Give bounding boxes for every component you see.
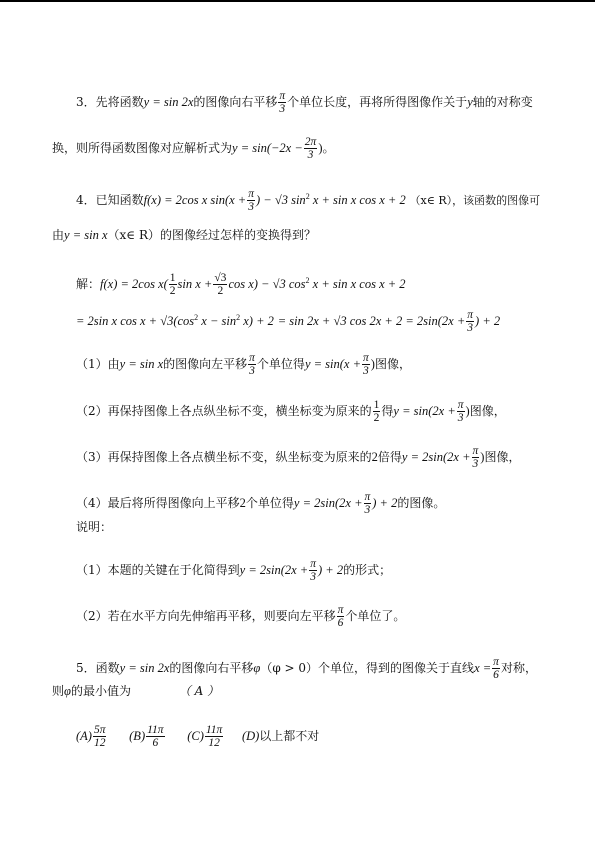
step-3: （3）再保持图像上各点横坐标不变，纵坐标变为原来的2倍得y = 2sin(2x + $\frac{\pi}{3}$ )图像， (76, 445, 521, 470)
problem-5-line-2: 则φ的最小值为 （ A ） (52, 684, 220, 698)
note-2: （2）若在水平方向先伸缩再平移，则要向左平移 $\frac{\pi}{6}$ 个单位了。 (76, 604, 406, 629)
option-c-label: (C) (187, 729, 204, 743)
fraction-pi-3: $\frac{\pi}{3}$ (363, 352, 369, 377)
formula: y = sin(−2x − (232, 141, 303, 155)
fraction-pi-3: $\frac{\pi}{3}$ (472, 445, 479, 470)
answer: （ A ） (178, 684, 220, 698)
text: 个单位长度，再将所得图像作关于 (287, 95, 468, 109)
option-d-label: (D) (241, 729, 260, 743)
problem-4-line-2: 由y = sin x（x∈ R）的图像经过怎样的变换得到？ (52, 228, 317, 242)
solution-line-1: 解：f(x) = 2cos x( $\frac{1}{2}$ sin x + $\frac{√3}{2}$ cos x) − √3 $\cos^2 x + \sin x$ cos x + 2 (76, 272, 406, 297)
fraction-pi-3: $\frac{\pi}{3}$ (248, 188, 255, 213)
problem-3-line-1 (76, 90, 533, 115)
answer-options (76, 724, 319, 749)
fraction-2pi-3: $\frac{2\pi}{3}$ (304, 136, 317, 161)
option-c-value: $\frac{11\pi}{12}$ (205, 724, 223, 749)
option-b-label: (B) (129, 729, 146, 743)
fraction-1-2: $\frac{1}{2}$ (169, 272, 176, 297)
formula: y = sin 2x (143, 95, 194, 109)
note-1: （1）本题的关键在于化简得到y = 2sin(2x + $\frac{\pi}{3}$ ) + 2的形式； (76, 558, 392, 583)
formula: y = sin x (64, 228, 108, 242)
fraction-pi-3: $\frac{\pi}{3}$ (249, 352, 255, 377)
option-a-label: (A) (76, 729, 92, 743)
top-rule (0, 0, 595, 2)
domain-text: （x∈ R），该函数的图像可 (409, 194, 541, 207)
fraction-sqrt3-2: $\frac{√3}{2}$ (214, 272, 227, 297)
text: 轴的对称变 (472, 95, 533, 109)
solution-label: 解： (76, 277, 101, 291)
text: 换，则所得函数图像对应解析式为 (52, 141, 233, 155)
variable-y: y (467, 95, 473, 109)
text: 3．先将函数 (76, 95, 144, 109)
formula: f(x) = 2cos x sin(x + (143, 193, 247, 207)
step-4: （4）最后将所得图像向上平移2个单位得y = 2sin(2x + $\frac{\pi}{3}$ ) + 2的图像。 (76, 491, 446, 516)
fraction-pi-3: $\frac{\pi}{3}$ (279, 90, 286, 115)
fraction-1-2: $\frac{1}{2}$ (373, 399, 380, 424)
problem-5-line-1: 5．函数y = sin 2x的图像向右平移φ（φ > 0）个单位，得到的图像关于直线x = $\frac{\pi}{6}$ 对称， (76, 656, 537, 681)
fraction-pi-3: $\frac{\pi}{3}$ (457, 399, 464, 424)
fraction-pi-6: $\frac{\pi}{6}$ (337, 604, 344, 629)
option-b-value: $\frac{11\pi}{6}$ (147, 724, 164, 749)
step-1: （1）由y = sin x的图像向左平移 $\frac{\pi}{3}$ 个单位得y = sin(x + $\frac{\pi}{3}$ )图像， (76, 352, 411, 377)
text: 4．已知函数 (76, 193, 144, 207)
step-2: （2）再保持图像上各点纵坐标不变，横坐标变为原来的 $\frac{1}{2}$ 得y = sin(2x + $\frac{\pi}{3}$ )图像， (76, 399, 506, 424)
problem-4-line-1: 4．已知函数f(x) = 2cos x sin(x + $\frac{\pi}{3}$ ) − √3 $\sin^2 x + \sin x$ cos x + 2 （x∈ R），该函数的图像可 (76, 188, 541, 213)
fraction-pi-3: $\frac{\pi}{3}$ (310, 558, 316, 583)
text: 的图像向右平移 (193, 95, 278, 109)
fraction-pi-6: $\frac{\pi}{6}$ (493, 656, 499, 681)
problem-3-line-2: 换，则所得函数图像对应解析式为y = sin(−2x − $\frac{2\pi}{3}$ )。 (52, 136, 335, 161)
fraction-pi-3: $\frac{\pi}{3}$ (364, 491, 371, 516)
note-label: 说明： (76, 520, 113, 534)
option-a-value: $\frac{5\pi}{12}$ (93, 724, 106, 749)
fraction-pi-3: $\frac{\pi}{3}$ (467, 309, 474, 334)
option-d-value: 以上都不对 (259, 729, 320, 743)
solution-line-2: = 2sin x $\cos x + √3(\cos^2$ $x - \sin^2 x) + 2 = \sin 2x + √3$ cos 2x + 2 = 2sin(2x + $\frac{\pi}{3}$ ) + 2 (76, 309, 501, 334)
